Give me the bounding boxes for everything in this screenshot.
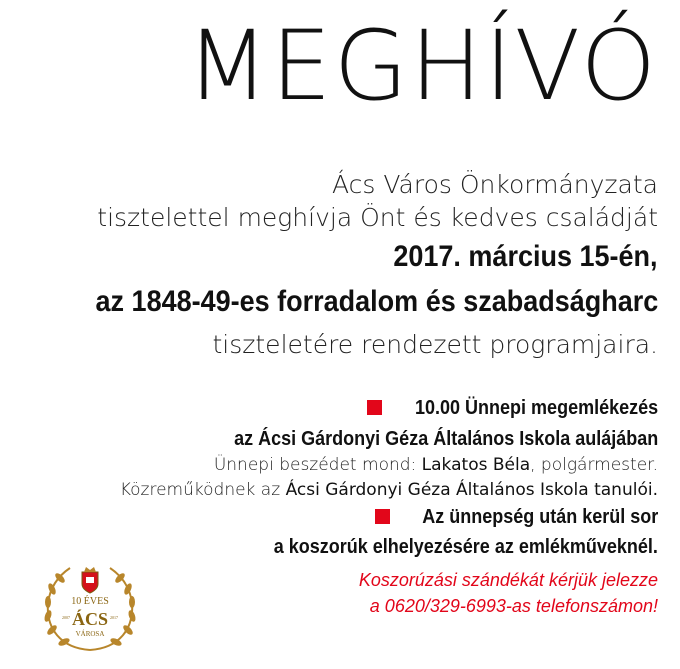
invite-line: tisztelettel meghívja Önt és kedves családját <box>97 203 658 232</box>
notice-phone: a 0620/329-6993-as telefonszámon! <box>369 596 658 616</box>
invitation-title: MEGHÍVÓ <box>186 10 658 122</box>
emblem-year-right: 2017 <box>110 615 118 620</box>
event-name: az 1848-49-es forradalom és szabadságharc <box>95 285 658 318</box>
program-line: tiszteletére rendezett programjaira. <box>212 330 658 359</box>
program-item-ceremony <box>367 397 658 420</box>
red-square-bullet-icon <box>375 509 390 524</box>
event-date: 2017. március 15-én, <box>393 240 658 273</box>
speech-line: Ünnepi beszédet mond: Lakatos Béla, polgármester. <box>213 455 658 475</box>
emblem-city: ÁCS <box>71 609 109 629</box>
wreath-label: Az ünnepség után kerül sor <box>421 506 658 528</box>
red-square-bullet-icon <box>367 400 382 415</box>
notice-line-1: Koszorúzási szándékát kérjük jelezze <box>358 570 658 590</box>
wreath-location: a koszorúk elhelyezésére az emlékműveknél. <box>273 536 658 558</box>
emblem-town: VÁROSA <box>75 630 105 638</box>
city-anniversary-emblem <box>40 558 140 658</box>
ceremony-time-label: 10.00 Ünnepi megemlékezés <box>414 397 658 419</box>
school-students: Ácsi Gárdonyi Géza Általános Iskola tanulói. <box>285 480 658 500</box>
emblem-years: 10 ÉVES <box>71 596 109 607</box>
speaker-name: Lakatos Béla <box>421 455 531 475</box>
emblem-year-left: 2007 <box>62 615 70 620</box>
coat-of-arms-icon <box>82 567 98 593</box>
cooperation-line: Közreműködnek az Ácsi Gárdonyi Géza Általános Iskola tanulói. <box>119 480 658 500</box>
program-item-wreath <box>375 506 658 529</box>
ceremony-location: az Ácsi Gárdonyi Géza Általános Iskola aulájában <box>233 428 658 450</box>
host-line: Ács Város Önkormányzata <box>332 170 658 199</box>
